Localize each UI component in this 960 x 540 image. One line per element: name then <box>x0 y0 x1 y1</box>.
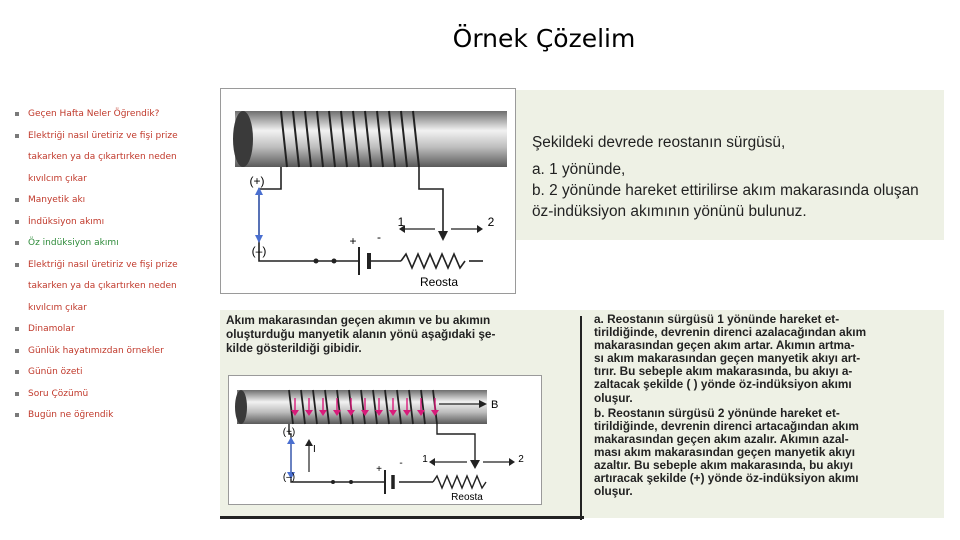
topic-item[interactable]: Elektriği nasıl üretiriz ve fişi prize <box>12 255 212 277</box>
solution-line: ması akım makarasından geçen manyetik akıyı <box>594 444 855 459</box>
topic-item[interactable]: Günün özeti <box>12 362 212 384</box>
solution-line: kilde gösterildiği gibidir. <box>226 341 362 356</box>
terminal-plus-label: (+) <box>282 427 296 438</box>
topic-item-continuation[interactable]: takarken ya da çıkartırken neden <box>28 152 177 162</box>
field-label: B <box>491 399 499 411</box>
circuit-wires <box>259 167 483 261</box>
rheostat-label: Reosta <box>451 492 483 503</box>
column-divider <box>580 316 582 520</box>
question-line: b. 2 yönünde hareket ettirilirse akım makarasında oluşan <box>532 182 919 199</box>
topic-item[interactable]: Elektriği nasıl üretiriz ve fişi prize <box>12 126 212 148</box>
solution-line: b. Reostanın sürgüsü 2 yönünde hareket et- <box>594 405 840 420</box>
solution-line: Akım makarasından geçen akımın ve bu akımın <box>226 313 491 327</box>
solution-line: a. Reostanın sürgüsü 1 yönünde hareket et- <box>594 312 840 326</box>
battery-minus-label: - <box>399 458 403 469</box>
circuit-diagram <box>221 89 515 293</box>
topic-item[interactable]: İndüksiyon akımı <box>12 212 212 234</box>
solution-right-text <box>594 313 940 498</box>
solution-line: tırır. Bu sebeple akım makarasında, bu akıyı a- <box>594 364 853 379</box>
solution-line: makarasından geçen akım azalır. Akımın azal- <box>594 431 849 446</box>
battery-minus-label: - <box>377 230 381 244</box>
topic-item[interactable]: Soru Çözümü <box>12 384 212 406</box>
solution-line: sı akım makarasından geçen manyetik akıyı art- <box>594 351 861 366</box>
field-figure <box>228 375 542 505</box>
topic-item[interactable]: Günlük hayatımızdan örnekler <box>12 341 212 363</box>
solution-line: tirildiğinde, devrenin direnci azalacağından akım <box>594 325 867 340</box>
topic-item[interactable]: Bugün ne öğrendik <box>12 405 212 427</box>
field-diagram <box>229 376 541 504</box>
position-2-label: 2 <box>487 215 495 229</box>
terminal-plus-label: (+) <box>249 174 265 188</box>
current-label: I <box>313 444 316 455</box>
battery <box>359 247 369 275</box>
position-1-label: 1 <box>397 215 405 229</box>
solution-line: oluşur. <box>594 484 633 499</box>
rheostat-label: Reosta <box>419 275 459 289</box>
topic-list <box>12 104 212 427</box>
position-1-label: 1 <box>422 454 428 465</box>
solution-line: artıracak şekilde (+) yönde öz-indüksiyon akımı <box>594 471 859 486</box>
solution-line: azaltır. Bu sebeple akım makarasında, bu akıyı <box>594 458 853 473</box>
topic-item-continuation[interactable]: kıvılcım çıkar <box>28 173 87 184</box>
battery-plus-label: + <box>376 464 382 475</box>
core-end <box>233 111 253 167</box>
terminal-minus-label: (–) <box>251 244 267 258</box>
solution-left-text <box>226 313 576 356</box>
solution-line: oluşur. <box>594 390 633 405</box>
rheostat-resistor <box>401 254 465 268</box>
solution-line: zaltacak şekilde ( ) yönde öz-indüksiyon akımı <box>594 377 852 392</box>
topic-item-continuation[interactable]: kıvılcım çıkar <box>28 302 87 313</box>
solution-line: makarasından geçen akım artar. Akımın artma- <box>594 338 855 353</box>
question-line: a. 1 yönünde, <box>532 161 626 178</box>
question-text <box>532 132 952 222</box>
rheostat-slider <box>438 231 448 241</box>
battery <box>385 470 393 494</box>
circuit-figure <box>220 88 516 294</box>
battery-plus-label: + <box>349 234 357 248</box>
question-line: öz-indüksiyon akımının yönünü bulunuz. <box>532 203 807 220</box>
solution-line: oluşturduğu manyetik alanın yönü aşağıdaki şe- <box>226 327 496 342</box>
topic-item[interactable]: Dinamolar <box>12 319 212 341</box>
circuit-wires <box>289 424 475 482</box>
topic-item[interactable]: Manyetik akı <box>12 190 212 212</box>
terminal-minus-label: (–) <box>282 472 296 483</box>
position-2-label: 2 <box>518 454 524 465</box>
slide-title: Örnek Çözelim <box>452 24 636 53</box>
bottom-rule <box>220 516 584 519</box>
solution-line: tirildiğinde, devrenin direnci artacağından akım <box>594 418 859 433</box>
topic-item-current[interactable]: Öz indüksiyon akımı <box>12 233 212 255</box>
topic-item[interactable]: Geçen Hafta Neler Öğrendik? <box>12 104 212 126</box>
topic-item-continuation[interactable]: takarken ya da çıkartırken neden <box>28 281 177 291</box>
question-line: Şekildeki devrede reostanın sürgüsü, <box>532 134 786 151</box>
